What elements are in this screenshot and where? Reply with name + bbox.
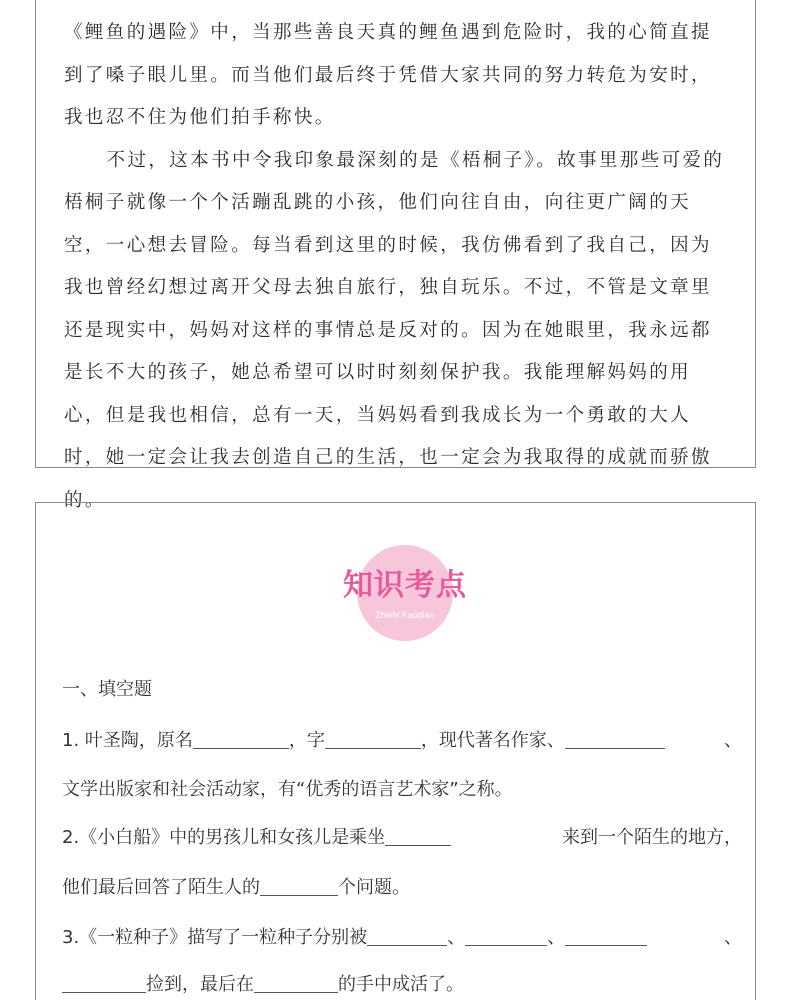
q3-sep-1: 、	[447, 927, 466, 948]
badge-title: 知识考点	[343, 568, 467, 603]
q1-blank-original-name	[193, 729, 289, 749]
badge-subtitle: Zhishi Kaodian	[375, 610, 435, 620]
essay-paragraph-1: 《鲤鱼的遇险》中，当那些善良天真的鲤鱼遇到危险时，我的心简直提到了嗓子眼儿里。而当他们最后终于凭借大家共同的努力转危为安时，我也忍不住为他们拍手称快。	[64, 22, 712, 128]
q3-blank-4	[62, 973, 146, 993]
q1-text-2: ，字	[288, 730, 325, 751]
q1-blank-occupation	[565, 729, 665, 749]
q3-blank-3	[565, 926, 647, 946]
q1-text-3: ，现代著名作家、	[420, 730, 565, 751]
q3-blank-2	[465, 926, 547, 946]
q2-text-1: 2.《小白船》中的男孩儿和女孩儿是乘坐	[62, 827, 386, 848]
q3-text-1: 3.《一粒种子》描写了一粒种子分别被	[62, 927, 368, 948]
essay-paragraph-2: 不过，这本书中令我印象最深刻的是《梧桐子》。故事里那些可爱的梧桐子就像一个个活蹦乱跳的小孩，他们向往自由，向往更广阔的天空，一心想去冒险。每当看到这里的时候，我仿佛看到了我自己，因为我也曾经幻想过离开父母去独自旅行，独自玩乐。不过，不管是文章里还是现实中，妈妈对这样的事情总是反对的。因为在她眼里，我永远都是长不大的孩子，她总希望可以时时刻刻保护我。我能理解妈妈的用心，但是我也相信，总有一天，当妈妈看到我成长为一个勇敢的大人时，她一定会让我去创造自己的生活，也一定会为我取得的成就而骄傲的。	[64, 149, 725, 511]
q3-sep-2: 、	[547, 927, 566, 948]
q3-blank-1	[367, 926, 447, 946]
question-1-line-1	[62, 729, 742, 753]
section-title: 一、填空题	[62, 679, 152, 700]
q3-sep-3: 、	[724, 927, 742, 948]
q3-text-3: 的手中成活了。	[338, 974, 464, 995]
q1-text-4: 、	[724, 730, 742, 751]
question-1-line-2: 文学出版家和社会活动家，有“优秀的语言艺术家”之称。	[62, 779, 513, 800]
question-2-line-1	[62, 826, 742, 850]
q2-text-3: 他们最后回答了陌生人的	[62, 877, 260, 898]
q3-text-2: 捡到，最后在	[146, 974, 254, 995]
q2-text-4: 个问题。	[338, 877, 410, 898]
q1-text-1: 1. 叶圣陶，原名	[62, 730, 193, 751]
q2-blank-count	[260, 876, 338, 896]
essay-text	[64, 12, 732, 522]
q2-blank-vessel	[385, 826, 451, 846]
q2-text-2: 来到一个陌生的地方，	[562, 827, 742, 848]
q1-blank-courtesy-name	[325, 729, 421, 749]
question-3-line-1	[62, 926, 742, 950]
question-3-line-2	[62, 973, 742, 997]
q3-blank-5	[254, 973, 338, 993]
question-2-line-2	[62, 876, 742, 900]
